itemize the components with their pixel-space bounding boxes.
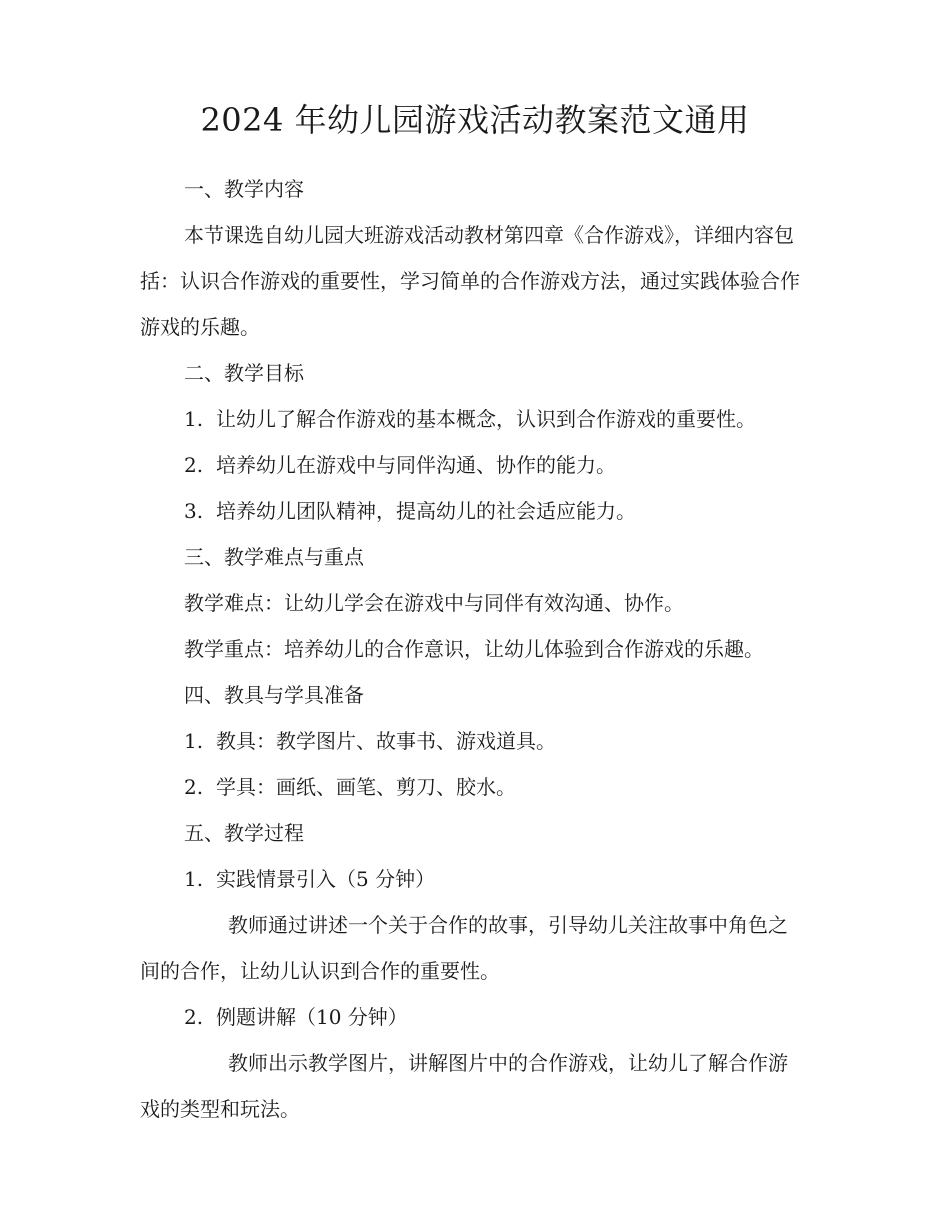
list-item: [140, 994, 800, 1040]
list-item: [140, 764, 800, 810]
list-number: 2.: [184, 1005, 204, 1029]
paragraph: 教学难点：让幼儿学会在游戏中与同伴有效沟通、协作。: [184, 591, 684, 615]
list-text: 教具：教学图片、故事书、游戏道具。: [216, 729, 556, 753]
section-heading: 四、教具与学具准备: [184, 683, 364, 707]
list-number: 1.: [184, 407, 204, 431]
section-heading: 二、教学目标: [184, 361, 304, 385]
list-item: [140, 718, 800, 764]
list-item: [140, 396, 800, 442]
list-text: 学具：画纸、画笔、剪刀、胶水。: [216, 775, 516, 799]
document-body: [140, 166, 800, 1132]
section-heading: 一、教学内容: [184, 177, 304, 201]
list-number: 1.: [184, 729, 204, 753]
list-text: 培养幼儿团队精神，提高幼儿的社会适应能力。: [216, 499, 636, 523]
document-title: 2024 年幼儿园游戏活动教案范文通用: [200, 101, 750, 139]
list-item: [140, 488, 800, 534]
paragraph: 教学重点：培养幼儿的合作意识，让幼儿体验到合作游戏的乐趣。: [184, 637, 764, 661]
section-heading: 五、教学过程: [184, 821, 304, 845]
paragraph: 本节课选自幼儿园大班游戏活动教材第四章《合作游戏》，详细内容包括：认识合作游戏的重要性，学习简单的合作游戏方法，通过实践体验合作游戏的乐趣。: [140, 223, 800, 339]
list-text: 实践情景引入（5 分钟）: [216, 867, 436, 891]
list-item: [140, 442, 800, 488]
list-number: 2.: [184, 775, 204, 799]
list-text: 让幼儿了解合作游戏的基本概念，认识到合作游戏的重要性。: [216, 407, 756, 431]
section-heading: 三、教学难点与重点: [184, 545, 364, 569]
list-item: [140, 856, 800, 902]
list-number: 3.: [184, 499, 204, 523]
paragraph: 教师出示教学图片，讲解图片中的合作游戏，让幼儿了解合作游戏的类型和玩法。: [140, 1051, 788, 1121]
list-text: 例题讲解（10 分钟）: [216, 1005, 408, 1029]
paragraph: 教师通过讲述一个关于合作的故事，引导幼儿关注故事中角色之间的合作，让幼儿认识到合作的重要性。: [140, 913, 788, 983]
list-number: 2.: [184, 453, 204, 477]
list-number: 1.: [184, 867, 204, 891]
list-text: 培养幼儿在游戏中与同伴沟通、协作的能力。: [216, 453, 616, 477]
